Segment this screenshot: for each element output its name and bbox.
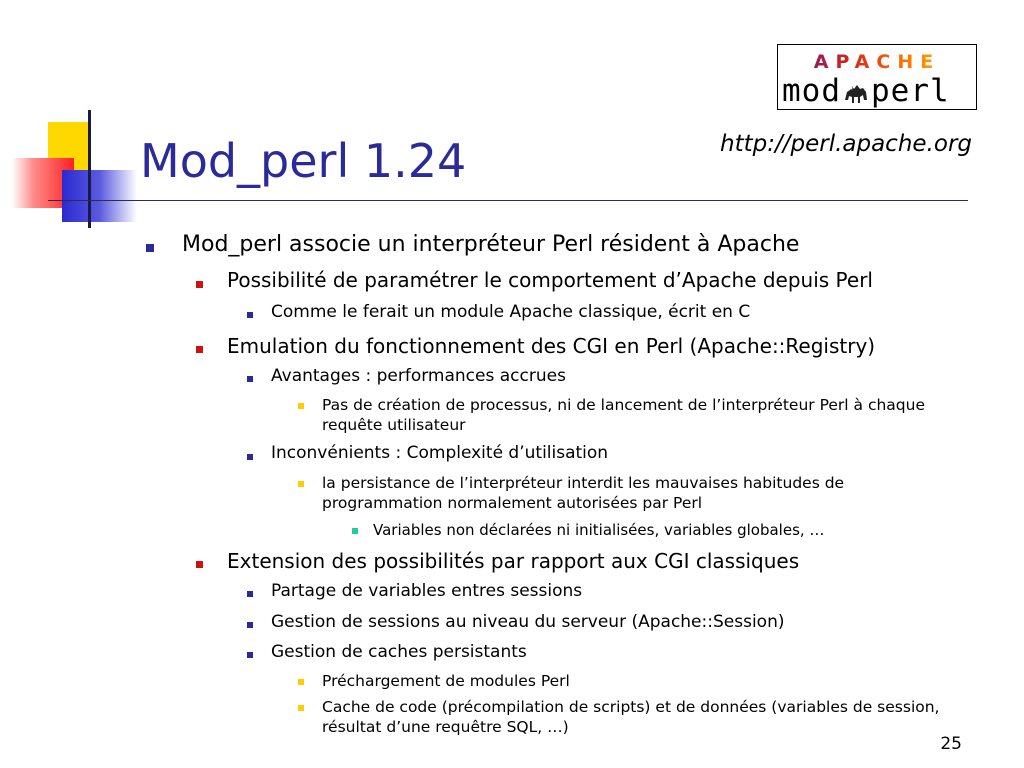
bullet-text-level-3: Gestion de caches persistants [271, 642, 527, 662]
bullet-text-level-3: Avantages : performances accrues [271, 366, 566, 386]
logo-apache-text: APACHE [782, 51, 972, 73]
bullet-text-level-5: Variables non déclarées ni initialisées, variables globales, … [373, 521, 825, 539]
bullet-text-level-2: Emulation du fonctionnement des CGI en Perl (Apache::Registry) [227, 334, 876, 358]
bullet-text-level-4: Préchargement de modules Perl [322, 672, 570, 690]
bullet-marker-icon [298, 403, 304, 409]
bullet-marker-icon [298, 705, 304, 711]
bullet-marker-icon [247, 622, 253, 628]
bullet-marker-icon [247, 312, 253, 318]
bullet-text-level-4: Cache de code (précompilation de scripts) et de données (variables de session, résultat d’une requêtre SQL, …) [322, 698, 940, 736]
bullet-text-level-2: Possibilité de paramétrer le comportement d’Apache depuis Perl [227, 268, 873, 292]
page-number: 25 [940, 734, 962, 754]
bullet-text-level-3: Inconvénients : Complexité d’utilisation [271, 443, 609, 463]
bullet-text-level-3: Gestion de sessions au niveau du serveur (Apache::Session) [271, 612, 785, 632]
bullet-marker-icon [196, 281, 203, 288]
bullet-text-level-3: Partage de variables entres sessions [271, 581, 583, 601]
bullet-marker-icon [352, 528, 358, 534]
bullet-marker-icon [247, 454, 253, 460]
bullet-text-level-3: Comme le ferait un module Apache classique, écrit en C [271, 302, 751, 322]
bullet-marker-icon [247, 376, 253, 382]
bullet-text-level-1: Mod_perl associe un interpréteur Perl résident à Apache [182, 232, 800, 257]
slide-title: Mod_perl 1.24 [140, 134, 467, 188]
bullet-text-level-4: Pas de création de processus, ni de lancement de l’interpréteur Perl à chaque requête utilisateur [322, 396, 925, 434]
bullet-marker-icon [247, 591, 253, 597]
bullet-marker-icon [196, 346, 203, 353]
bullet-marker-icon [247, 652, 253, 658]
reference-url: http://perl.apache.org [720, 131, 972, 157]
bullet-marker-icon [298, 679, 304, 685]
logo-modperl-text: mod perl [782, 73, 950, 109]
bullet-text-level-2: Extension des possibilités par rapport aux CGI classiques [227, 549, 800, 573]
bullet-marker-icon [196, 561, 203, 568]
bullet-marker-icon [146, 244, 154, 252]
bullet-text-level-4: la persistance de l’interpréteur interdit les mauvaises habitudes de programmation normalement autorisées par Perl [322, 474, 845, 512]
bullet-marker-icon [298, 481, 304, 487]
